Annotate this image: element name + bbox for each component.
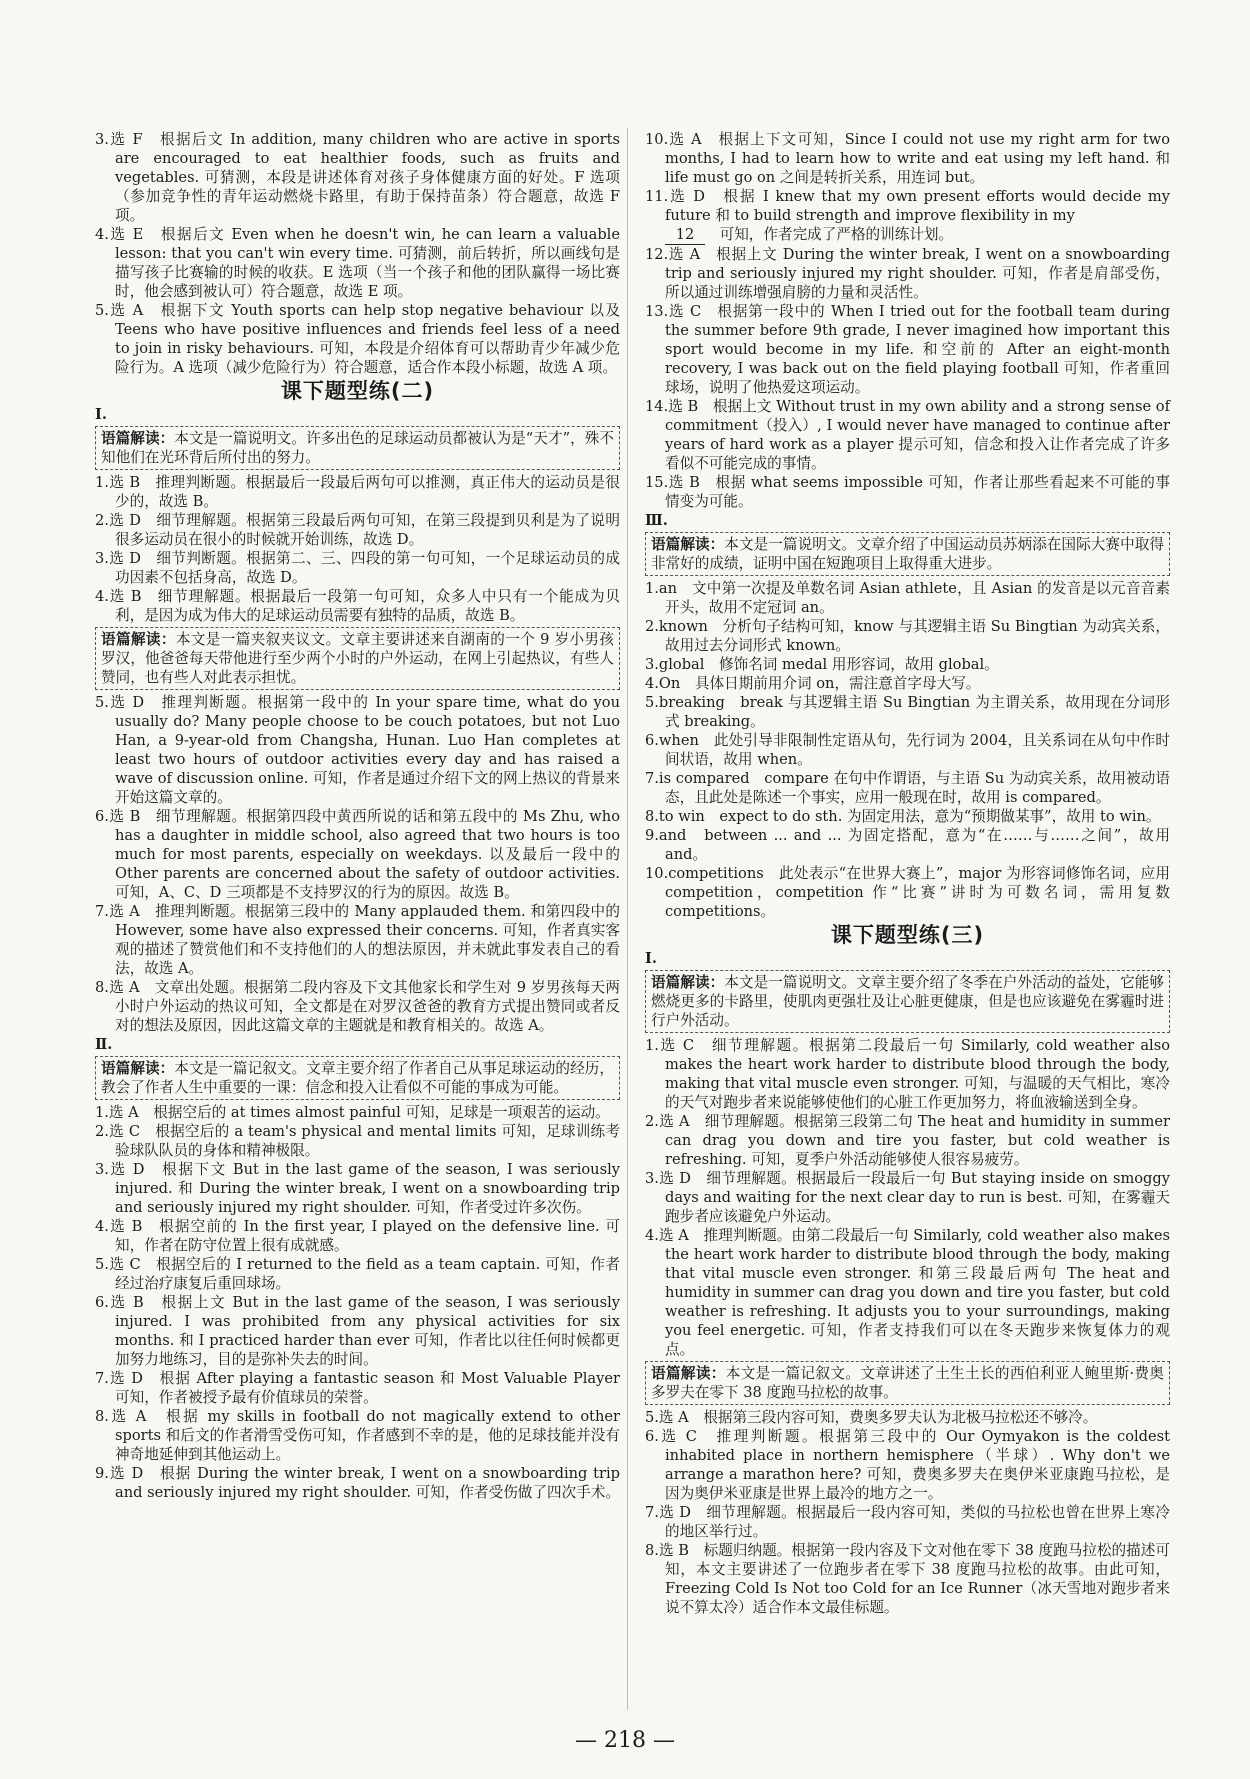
answer-item: 7.选 D 根据 After playing a fantastic season 和 Most Valuable Player 可知，作者被授予最有价值球员的荣誉。	[95, 1370, 620, 1406]
part-numeral: Ⅰ.	[645, 950, 657, 967]
answer-item: 3.选 D 细节判断题。根据第二、三、四段的第一句可知，一个足球运动员的成功因素不包括身高，故选 D。	[95, 550, 620, 586]
answer-item: 13.选 C 根据第一段中的 When I tried out for the football team during the summer before 9th grade, I never imagined how important this sport would become in my life. 和空前的 After an eight-month recovery, I was back out on the field playing football 可知，作者重回球场，说明了他热爱这项运动。	[645, 303, 1170, 396]
right-column	[645, 130, 1170, 1617]
answer-item: 3.选 D 细节理解题。根据最后一段最后一句 But staying inside on smoggy days and waiting for the next clear day to run is best. 可知，在雾霾天跑步者应该避免户外运动。	[645, 1170, 1170, 1225]
answer-item: 4.选 A 推理判断题。由第二段最后一句 Similarly, cold weather also makes the heart work harder to distribute blood through the body, making that vital muscle even stronger. 和第三段最后两句 The heat and humidity in summer can drag you down and tire you faster, but cold weather is refreshing. It adjusts you to your surroundings, making you feel energetic. 可知，作者支持我们可以在冬天跑步来恢复体力的观点。	[645, 1227, 1170, 1358]
answer-item: 8.选 A 文章出处题。根据第二段内容及下文其他家长和学生对 9 岁男孩每天两小时户外运动的热议可知，全文都是在对罗汉爸爸的教育方式提出赞同或者反对的想法及原因，因此这篇文章的主题就是和教育相关的。故选 A。	[95, 979, 620, 1034]
analysis-label: 语篇解读：	[101, 430, 175, 447]
analysis-text: 本文是一篇记叙文。文章讲述了土生土长的西伯利亚人鲍里斯·费奥多罗夫在零下 38 度跑马拉松的故事。	[651, 1365, 1164, 1401]
answer-item: 8.选 A 根据 my skills in football do not magically extend to other sports 和后文的作者滑雪受伤可知，作者感到不幸的是，他的足球技能并没有神奇地延伸到其他运动上。	[95, 1408, 620, 1463]
answer-item: 8.to win expect to do sth. 为固定用法，意为“预期做某事”，故用 to win。	[645, 808, 1161, 825]
passage-analysis-box	[645, 970, 1170, 1033]
analysis-label: 语篇解读：	[101, 1060, 175, 1077]
answer-item: 6.选 C 推理判断题。根据第三段中的 Our Oymyakon is the coldest inhabited place in northern hemisphere（半球）. Why don't we arrange a marathon here? 可知，费奥多罗夫在奥伊米亚康跑马拉松，是因为奥伊米亚康是世界上最冷的地方之一。	[645, 1428, 1170, 1502]
answer-item: 12.选 A 根据上文 During the winter break, I went on a snowboarding trip and seriously injured my right shoulder. 可知，作者是肩部受伤，所以通过训练增强肩膀的力量和灵活性。	[645, 246, 1170, 301]
answer-item: 7.选 D 细节理解题。根据最后一段内容可知，类似的马拉松也曾在世界上寒冷的地区举行过。	[645, 1504, 1170, 1540]
analysis-text: 本文是一篇说明文。文章主要介绍了冬季在户外活动的益处，它能够燃烧更多的卡路里，使肌肉更强壮及让心脏更健康，但是也应该避免在雾霾时进行户外活动。	[651, 974, 1164, 1029]
answer-item: 14.选 B 根据上文 Without trust in my own ability and a strong sense of commitment（投入）, I would never have managed to continue after years of hard work as a player 提示可知，信念和投入让作者完成了许多看似不可能完成的事情。	[645, 398, 1170, 472]
answer-item: 1.选 C 细节理解题。根据第二段最后一句 Similarly, cold weather also makes the heart work harder to distribute blood through the body, making that vital muscle even stronger. 可知，与温暖的天气相比，寒冷的天气对跑步者来说能够使他们的心脏工作更加努力，将血液输送到全身。	[645, 1037, 1170, 1111]
answer-item: 5.选 A 根据第三段内容可知，费奥多罗夫认为北极马拉松还不够冷。	[645, 1409, 1098, 1426]
answer-item: 6.选 B 细节理解题。根据第四段中黄西所说的话和第五段中的 Ms Zhu, who has a daughter in middle school, also agreed that two hours is too much for most parents, especially on weekdays. 以及最后一段中的 Other parents are concerned about the safety of outdoor activities. 可知，A、C、D 三项都是不支持罗汉的行为的原因。故选 B。	[95, 808, 620, 901]
answer-item: 6.选 B 根据上文 But in the last game of the season, I was seriously injured. I was prohibited from any physical activities for six months. 和 I practiced harder than ever 可知，作者比以往任何时候都更加努力地练习，目的是弥补失去的时间。	[95, 1294, 620, 1368]
answer-item: 1.an 文中第一次提及单数名词 Asian athlete，且 Asian 的发音是以元音音素开头，故用不定冠词 an。	[645, 580, 1170, 616]
blank-number: 12	[665, 225, 705, 245]
answer-item: 3.选 F 根据后文 In addition, many children who are active in sports are encouraged to eat healthier foods, such as fruits and vegetables. 可猜测，本段是讲述体育对孩子身体健康方面的好处。F 选项（参加竞争性的青年运动燃烧卡路里，有助于保持苗条）符合题意，故选 F 项。	[95, 131, 620, 224]
part-numeral: Ⅰ.	[95, 406, 107, 423]
analysis-label: 语篇解读：	[101, 631, 176, 648]
analysis-text: 本文是一篇说明文。许多出色的足球运动员都被认为是“天才”，殊不知他们在光环背后所付出的努力。	[101, 430, 614, 466]
answer-item: 5.选 A 根据下文 Youth sports can help stop negative behaviour 以及 Teens who have positive influences and friends feel less of a need to join in risky behaviours. 可知，本段是介绍体育可以帮助青少年减少危险行为。A 选项（减少危险行为）符合题意，适合作本段小标题，故选 A 项。	[95, 302, 620, 376]
analysis-label: 语篇解读：	[651, 536, 725, 553]
answer-item: 5.选 D 推理判断题。根据第一段中的 In your spare time, what do you usually do? Many people choose to be couch potatoes, but not Luo Han, a 9-year-old from Changsha, Hunan. Luo Han completes at least two hours of outdoor activities every day and has raised a wave of discussion online. 可知，作者是通过介绍下文的网上热议的背景来开始这篇文章的。	[95, 694, 620, 806]
answer-item: 6.when 此处引导非限制性定语从句，先行词为 2004，且关系词在从句中作时间状语，故用 when。	[645, 732, 1170, 768]
page-number: — 218 —	[575, 1728, 675, 1753]
left-column	[95, 130, 620, 1502]
answer-item: 4.选 B 根据空前的 In the first year, I played on the defensive line. 可知，作者在防守位置上很有成就感。	[95, 1218, 620, 1254]
answer-item: 1.选 B 推理判断题。根据最后一段最后两句可以推测，真正伟大的运动员是很少的，故选 B。	[95, 474, 620, 510]
passage-analysis-box	[645, 1361, 1170, 1405]
analysis-text: 本文是一篇说明文。文章介绍了中国运动员苏炳添在国际大赛中取得非常好的成绩，证明中国在短跑项目上取得重大进步。	[651, 536, 1164, 572]
answer-item: 9.and between ... and ... 为固定搭配，意为“在……与……之间”，故用 and。	[645, 827, 1170, 863]
answer-item: 1.选 A 根据空后的 at times almost painful 可知，足球是一项艰苦的运动。	[95, 1104, 610, 1121]
answer-item: 5.breaking break 与其逻辑主语 Su Bingtian 为主谓关系，故用现在分词形式 breaking。	[645, 694, 1170, 730]
answer-item: 4.选 B 细节理解题。根据最后一段第一句可知，众多人中只有一个能成为贝利，是因为成为伟大的足球运动员需要有独特的品质，故选 B。	[95, 588, 620, 624]
answer-item: 2.选 D 细节理解题。根据第三段最后两句可知，在第三段提到贝利是为了说明很多运动员在很小的时候就开始训练，故选 D。	[95, 512, 620, 548]
answer-item: 8.选 B 标题归纳题。根据第一段内容及下文对他在零下 38 度跑马拉松的描述可知，本文主要讲述了一位跑步者在零下 38 度跑马拉松的故事。由此可知，Freezing Cold Is Not too Cold for an Ice Runner（冰天雪地对跑步者来说不算太冷）适合作本文最佳标题。	[645, 1542, 1170, 1616]
column-divider	[627, 128, 628, 1710]
section-title: 课下题型练(二)	[280, 379, 435, 403]
passage-analysis-box	[95, 1056, 620, 1100]
answer-item: 10.选 A 根据上下文可知，Since I could not use my right arm for two months, I had to learn how to write and eat using my left hand. 和 life must go on 之间是转折关系，用连词 but。	[645, 131, 1170, 186]
section-title: 课下题型练(三)	[830, 923, 985, 947]
answer-item: 9.选 D 根据 During the winter break, I went on a snowboarding trip and seriously injured my right shoulder. 可知，作者受伤做了四次手术。	[95, 1465, 620, 1501]
answer-item: 3.选 D 根据下文 But in the last game of the season, I was seriously injured. 和 During the winter break, I went on a snowboarding trip and seriously injured my right shoulder. 可知，作者受过许多次伤。	[95, 1161, 620, 1216]
analysis-text: 本文是一篇记叙文。文章主要介绍了作者自己从事足球运动的经历，教会了作者人生中重要的一课：信念和投入让看似不可能的事成为可能。	[101, 1060, 614, 1096]
answer-continuation	[645, 225, 1170, 245]
answer-item: 11.选 D 根据 I knew that my own present efforts would decide my future 和 to build strength and improve flexibility in my	[645, 188, 1170, 224]
answer-item: 4.选 E 根据后文 Even when he doesn't win, he can learn a valuable lesson: that you can't win every time. 可猜测，前后转折，所以画线句是描写孩子比赛输的时候的收获。E 选项（当一个孩子和他的团队赢得一场比赛时，他会感到被认可）符合题意，故选 E 项。	[95, 226, 620, 300]
answer-item: 5.选 C 根据空后的 I returned to the field as a team captain. 可知，作者经过治疗康复后重回球场。	[95, 1256, 620, 1292]
answer-item: 7.is compared compare 在句中作谓语，与主语 Su 为动宾关系，故用被动语态，且此处是陈述一个事实，应用一般现在时，故用 is compared。	[645, 770, 1170, 806]
answer-item: 7.选 A 推理判断题。根据第三段中的 Many applauded them. 和第四段中的 However, some have also expressed their concerns. 可知，作者真实客观的描述了赞赏他们和不支持他们的人的想法原因，并未就此事发表自己的看法，故选 A。	[95, 903, 620, 977]
answer-item: 2.选 C 根据空后的 a team's physical and mental limits 可知，足球训练考验球队队员的身体和精神极限。	[95, 1123, 620, 1159]
passage-analysis-box	[95, 627, 620, 690]
part-numeral: Ⅲ.	[645, 512, 668, 529]
passage-analysis-box	[95, 426, 620, 470]
answer-text: 可知，作者完成了严格的训练计划。	[705, 226, 954, 243]
analysis-text: 本文是一篇夹叙夹议文。文章主要讲述来自湖南的一个 9 岁小男孩罗汉，他爸爸每天带他进行至少两个小时的户外运动，在网上引起热议，有些人赞同，也有些人对此表示担忧。	[101, 631, 614, 686]
answer-item: 10.competitions 此处表示“在世界大赛上”，major 为形容词修饰名词，应用 competition，competition 作“比赛”讲时为可数名词，需用复数 competitions。	[645, 865, 1170, 920]
analysis-label: 语篇解读：	[651, 1365, 726, 1382]
answer-item: 2.known 分析句子结构可知，know 与其逻辑主语 Su Bingtian 为动宾关系，故用过去分词形式 known。	[645, 618, 1170, 654]
answer-item: 4.On 具体日期前用介词 on，需注意首字母大写。	[645, 675, 981, 692]
answer-item: 3.global 修饰名词 medal 用形容词，故用 global。	[645, 656, 999, 673]
passage-analysis-box	[645, 532, 1170, 576]
answer-item: 15.选 B 根据 what seems impossible 可知，作者让那些看起来不可能的事情变为可能。	[645, 474, 1170, 510]
answer-item: 2.选 A 细节理解题。根据第三段第二句 The heat and humidity in summer can drag you down and tire you faster, but cold weather is refreshing. 可知，夏季户外活动能够使人很容易疲劳。	[645, 1113, 1170, 1168]
analysis-label: 语篇解读：	[651, 974, 725, 991]
part-numeral: Ⅱ.	[95, 1036, 113, 1053]
